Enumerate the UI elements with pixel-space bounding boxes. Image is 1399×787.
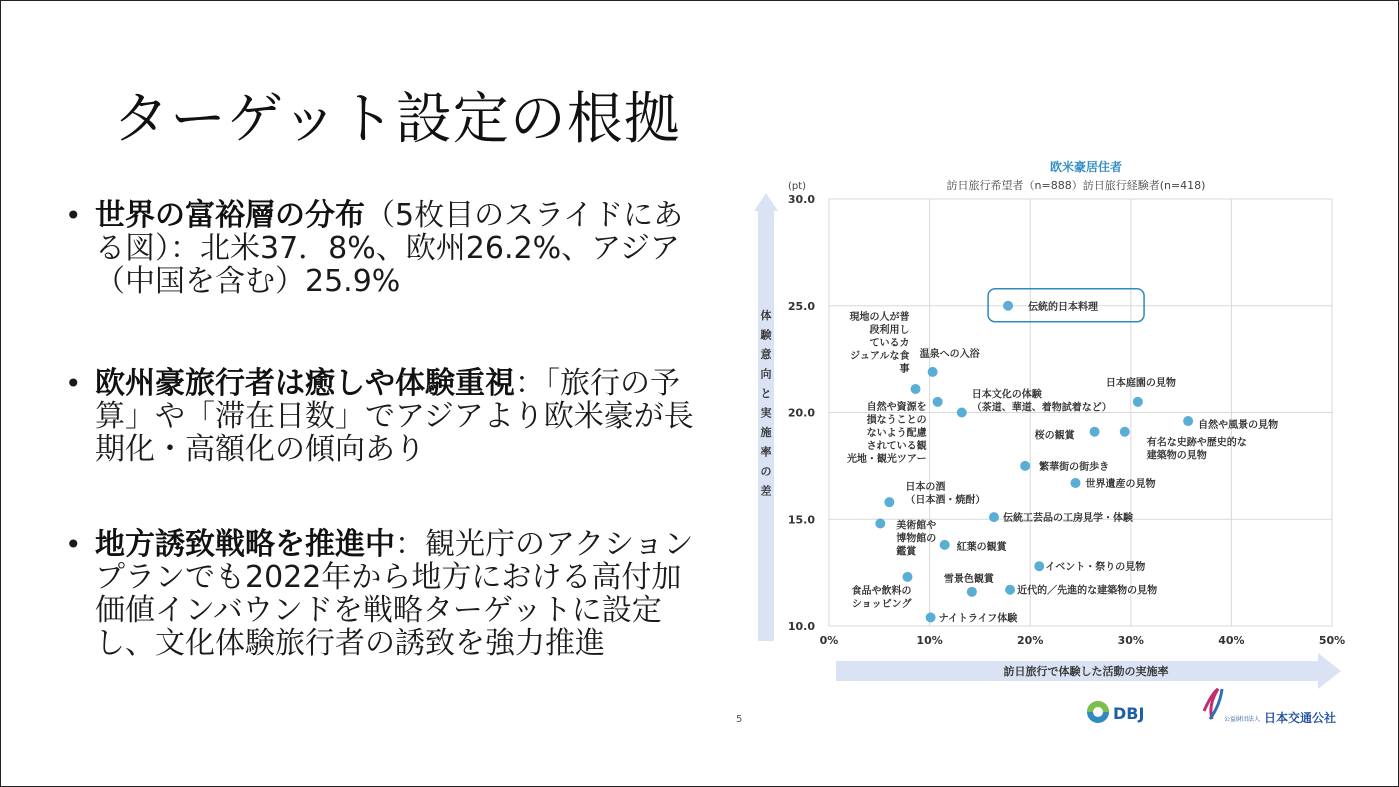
point-label (1106, 376, 1176, 389)
chart-points (847, 289, 1278, 625)
scatter-point (1070, 478, 1080, 488)
point-label-line: 事 (899, 364, 910, 376)
point-label-line: ショッピング (851, 598, 912, 610)
scatter-point (1183, 416, 1193, 426)
point-label (920, 347, 981, 360)
y-axis-label-char: 率 (760, 445, 772, 459)
jtbf-logo-small: 公益財団法人 (1224, 716, 1261, 723)
scatter-point (1034, 561, 1044, 571)
point-label-line: 温泉への入浴 (919, 348, 980, 360)
scatter-point (884, 497, 894, 507)
point-label-line: イベント・祭りの見物 (1045, 562, 1146, 574)
y-tick-label: 30.0 (787, 193, 815, 206)
bullet-text: （5枚目のスライドにある図）：北米37．8%、欧州26.2%、アジア（中国を含む）25.9% (95, 198, 684, 299)
point-label (905, 480, 985, 506)
point-label-line: 建築物の見物 (1146, 450, 1207, 462)
scatter-point (967, 587, 977, 597)
scatter-point (1020, 461, 1030, 471)
point-label-line: 日本文化の体験 (971, 389, 1042, 401)
scatter-point (1120, 427, 1130, 437)
point-label-line: ナイトライフ体験 (938, 613, 1018, 625)
y-axis-label-char: 験 (760, 328, 772, 342)
slide-title: ターゲット設定の根拠 (113, 87, 681, 152)
point-label (944, 572, 995, 585)
scatter-point (875, 519, 885, 529)
scatter-point (940, 540, 950, 550)
bullet-item-regional-strategy (65, 528, 705, 660)
scatter-chart (736, 151, 1376, 736)
point-label-line: 伝統工芸品の工房見学・体験 (1002, 513, 1133, 525)
point-label-line: 世界遺産の見物 (1085, 478, 1156, 490)
point-label (1028, 300, 1099, 313)
point-label-line: 伝統的日本料理 (1028, 301, 1099, 313)
chart-subtitle: 訪日旅行希望者（n=888）訪日旅行経験者(n=418) (946, 179, 1206, 192)
point-label-line: （茶道、華道、着物試着など） (971, 402, 1112, 414)
point-label-line: （日本酒・焼酎） (905, 495, 986, 507)
scatter-point (1090, 427, 1100, 437)
point-label-line: 紅葉の観賞 (956, 541, 1007, 553)
scatter-point (926, 612, 936, 622)
point-label-line: 光地・観光ツアー (846, 453, 927, 465)
scatter-point (1005, 585, 1015, 595)
point-label (851, 584, 912, 610)
bullet-item-europe-travelers (65, 367, 705, 466)
point-label (972, 388, 1112, 414)
dbj-logo-text: DBJ (1113, 704, 1145, 723)
y-axis-label-char: 向 (760, 367, 772, 381)
point-label-line: 美術館や (896, 520, 937, 532)
scatter-point (957, 408, 967, 418)
y-tick-label: 20.0 (787, 406, 815, 420)
point-label (1045, 560, 1145, 573)
point-label (1085, 477, 1155, 490)
point-label-line: ないよう配慮 (866, 427, 927, 439)
jtbf-logo-text: 日本交通公社 (1264, 711, 1337, 725)
scatter-chart-image (736, 151, 1376, 736)
point-label-line: 日本庭園の見物 (1105, 377, 1176, 389)
scatter-point (928, 367, 938, 377)
bullet-heading: 欧州豪旅行者は癒しや体験重視 (95, 366, 515, 401)
bullet-text: ：「旅行の予算」や「滞在日数」でアジアより欧米豪が長期化・高額化の傾向あり (95, 366, 694, 467)
x-tick-label: 10% (916, 634, 943, 647)
scatter-point (933, 397, 943, 407)
point-label-line: 食品や飲料の (851, 585, 912, 597)
scatter-point (911, 384, 921, 394)
page-number: 5 (736, 714, 743, 725)
point-label-line: 博物館の (896, 533, 937, 545)
point-label-line: 段利用し (869, 325, 910, 337)
point-label-line: 桜の観賞 (1034, 430, 1075, 442)
point-label-line: 日本の酒 (905, 482, 946, 494)
point-label-line: 自然や風景の見物 (1198, 420, 1279, 432)
point-label (1035, 429, 1076, 442)
dbj-logo (1087, 701, 1144, 723)
point-label (847, 400, 928, 465)
y-axis-label-char: の (760, 465, 772, 478)
x-axis-label: 訪日旅行で体験した活動の実施率 (1003, 665, 1169, 678)
point-label (1003, 511, 1133, 524)
scatter-point (1003, 301, 1013, 311)
y-tick-label: 25.0 (787, 299, 815, 313)
y-axis-label-char: 意 (760, 348, 772, 361)
point-label-line: ているカ (869, 338, 910, 350)
chart-title: 欧米豪居住者 (1049, 160, 1123, 174)
point-label-line: ジュアルな食 (850, 351, 910, 363)
point-label (896, 519, 936, 558)
bullet-text: ：観光庁のアクションプランでも2022年から地方における高付加価値インバウンドを戦略ターゲットに設定し、文化体験旅行者の誘致を強力推進 (95, 527, 694, 661)
point-label-line: 繁華街の街歩き (1039, 461, 1110, 473)
bullet-heading: 地方誘致戦略を推進中 (95, 527, 395, 562)
scatter-point (902, 572, 912, 582)
bullet-item-wealth-distribution (65, 199, 705, 298)
y-unit-label: (pt) (788, 181, 807, 192)
point-label-line: 雪景色観賞 (943, 573, 994, 585)
y-axis-label-char: 差 (760, 484, 772, 498)
point-label-line: 近代的／先進的な建築物の見物 (1017, 585, 1158, 597)
scatter-point (1133, 397, 1143, 407)
x-tick-label: 0% (819, 634, 839, 647)
point-label (1039, 460, 1109, 473)
x-tick-label: 20% (1017, 634, 1044, 647)
jtbf-logo (1204, 689, 1336, 725)
point-label-line: 鑑賞 (896, 546, 917, 558)
x-tick-label: 30% (1117, 634, 1144, 647)
point-label-line: 現地の人が普 (849, 312, 910, 324)
y-axis-label-char: 施 (760, 426, 772, 439)
x-tick-label: 40% (1218, 634, 1245, 647)
point-label (957, 540, 1008, 553)
scatter-point (989, 512, 999, 522)
bullet-heading: 世界の富裕層の分布 (95, 198, 365, 233)
y-tick-label: 10.0 (787, 620, 815, 633)
point-label-line: 有名な史跡や歴史的な (1146, 437, 1247, 449)
point-label-line: 損なうことの (866, 414, 927, 426)
point-label (1017, 584, 1157, 597)
point-label-line: 自然や資源を (866, 401, 927, 413)
point-label (939, 611, 1018, 624)
y-axis-label-char: と (760, 387, 772, 400)
point-label-line: されている観 (866, 440, 927, 452)
y-axis-label-char: 体 (760, 309, 772, 322)
y-tick-label: 15.0 (787, 513, 815, 527)
point-label (850, 310, 910, 375)
x-tick-label: 50% (1318, 634, 1346, 647)
point-label (1198, 418, 1278, 431)
y-axis-label-char: 実 (760, 406, 772, 420)
